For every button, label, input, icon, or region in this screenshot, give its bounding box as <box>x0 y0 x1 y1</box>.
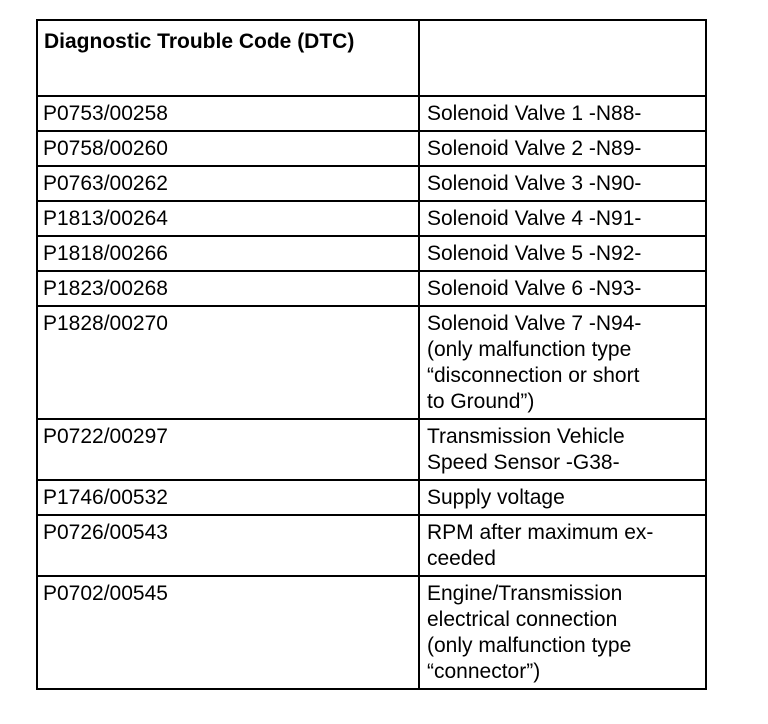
table-row <box>37 201 706 236</box>
dtc-description-cell <box>419 306 706 419</box>
dtc-code-cell: P0758/00260 <box>37 131 419 166</box>
table-row <box>37 166 706 201</box>
dtc-code-cell: P0763/00262 <box>37 166 419 201</box>
description-line: electrical connection <box>427 608 618 631</box>
dtc-code-cell: P1746/00532 <box>37 480 419 515</box>
table-row <box>37 131 706 166</box>
dtc-code-cell: P0702/00545 <box>37 576 419 689</box>
description-line: Speed Sensor -G38- <box>427 451 620 474</box>
table-header <box>37 20 706 96</box>
description-line: “connector”) <box>427 660 541 683</box>
description-line: (only malfunction type <box>427 338 632 361</box>
description-line: ceeded <box>427 547 496 570</box>
dtc-description-cell <box>419 515 706 576</box>
dtc-code-cell: P0722/00297 <box>37 419 419 480</box>
description-line: Solenoid Valve 7 -N94- <box>427 312 642 335</box>
table-row <box>37 576 706 689</box>
description-line: Solenoid Valve 2 -N89- <box>427 137 642 160</box>
dtc-description-cell <box>419 576 706 689</box>
dtc-description-cell <box>419 201 706 236</box>
dtc-description-cell <box>419 131 706 166</box>
dtc-code-cell: P1828/00270 <box>37 306 419 419</box>
dtc-code-cell: P0726/00543 <box>37 515 419 576</box>
table-row <box>37 271 706 306</box>
description-line: (only malfunction type <box>427 634 632 657</box>
header-row <box>37 20 706 96</box>
dtc-code-cell: P1818/00266 <box>37 236 419 271</box>
dtc-description-cell <box>419 480 706 515</box>
description-line: to Ground”) <box>427 390 535 413</box>
dtc-code-cell: P1823/00268 <box>37 271 419 306</box>
code-column-header: Diagnostic Trouble Code (DTC) <box>37 20 419 96</box>
dtc-code-cell: P0753/00258 <box>37 96 419 131</box>
table-row <box>37 480 706 515</box>
description-line: Solenoid Valve 1 -N88- <box>427 102 642 125</box>
description-line: “disconnection or short <box>427 364 640 387</box>
description-line: Transmission Vehicle <box>427 425 625 448</box>
description-line: Solenoid Valve 6 -N93- <box>427 277 642 300</box>
dtc-description-cell <box>419 271 706 306</box>
description-line: Supply voltage <box>427 486 565 509</box>
dtc-description-cell <box>419 166 706 201</box>
table-body <box>37 96 706 689</box>
table-row <box>37 419 706 480</box>
table-row <box>37 96 706 131</box>
table-row <box>37 306 706 419</box>
dtc-table <box>36 19 707 690</box>
dtc-description-cell <box>419 419 706 480</box>
description-line: Engine/Transmission <box>427 582 623 605</box>
dtc-code-cell: P1813/00264 <box>37 201 419 236</box>
table-row <box>37 236 706 271</box>
dtc-description-cell <box>419 96 706 131</box>
table-row <box>37 515 706 576</box>
description-column-header <box>419 20 706 96</box>
dtc-description-cell <box>419 236 706 271</box>
description-line: Solenoid Valve 4 -N91- <box>427 207 642 230</box>
description-line: Solenoid Valve 5 -N92- <box>427 242 642 265</box>
description-line: Solenoid Valve 3 -N90- <box>427 172 642 195</box>
description-line: RPM after maximum ex- <box>427 521 654 544</box>
